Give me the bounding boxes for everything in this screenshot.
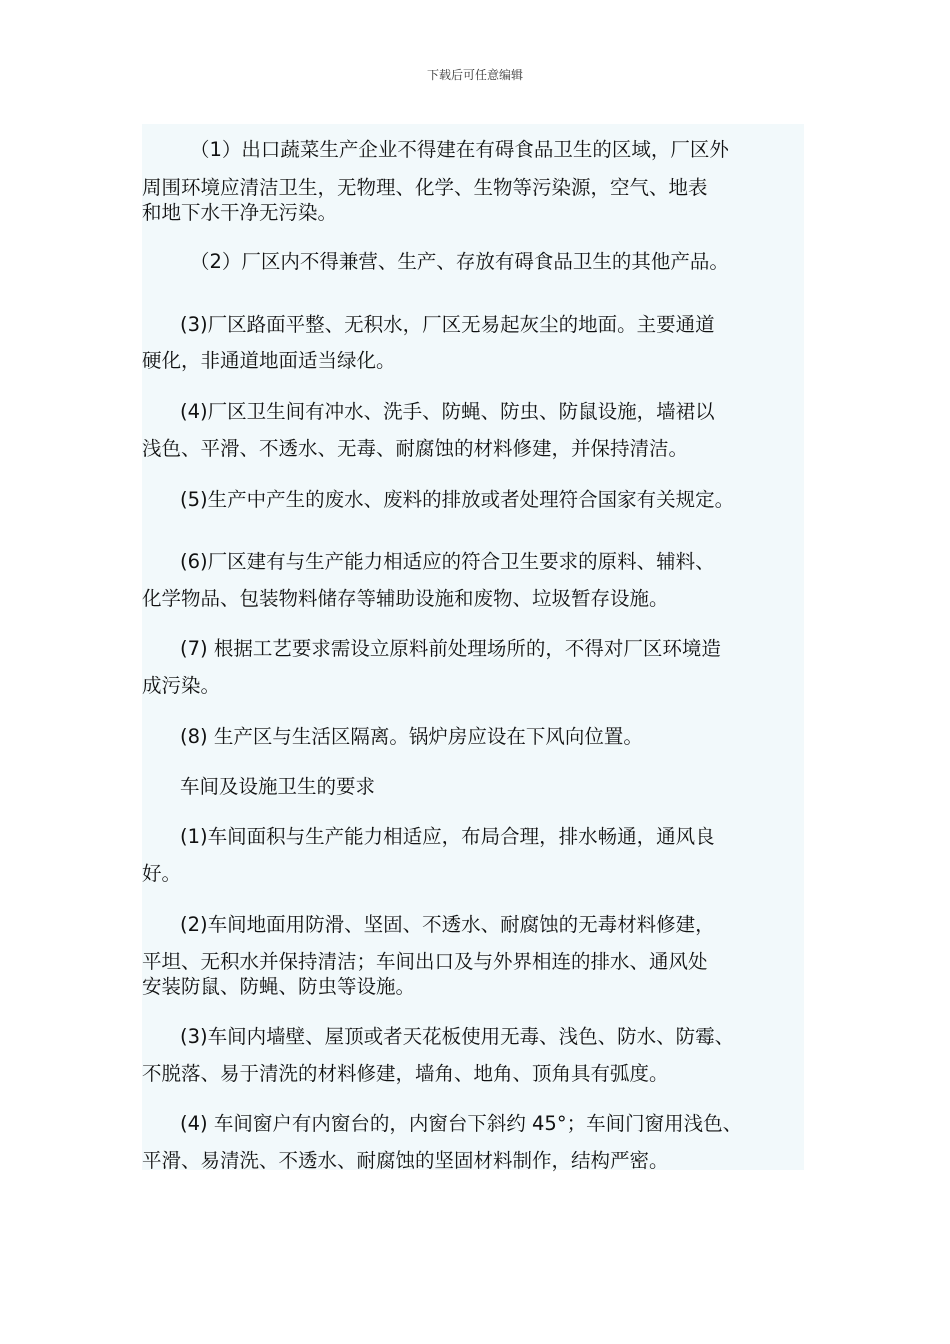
para-10-line-2: 平坦、无积水并保持清洁；车间出口及与外界相连的排水、通风处 xyxy=(142,950,708,973)
para-7-line-1: (7) 根据工艺要求需设立原料前处理场所的，不得对厂区环境造 xyxy=(180,637,721,660)
para-12-line-2: 平滑、易清洗、不透水、耐腐蚀的坚固材料制作，结构严密。 xyxy=(142,1149,669,1172)
page-header: 下载后可任意编辑 xyxy=(426,68,523,82)
para-2-line-1: （2）厂区内不得兼营、生产、存放有碍食品卫生的其他产品。 xyxy=(190,250,729,273)
para-6-line-2: 化学物品、包装物料储存等辅助设施和废物、垃圾暂存设施。 xyxy=(142,587,669,610)
para-7-line-2: 成污染。 xyxy=(142,674,221,697)
para-1-line-1: （1）出口蔬菜生产企业不得建在有碍食品卫生的区域，厂区外 xyxy=(190,138,729,161)
para-5-line-1: (5)生产中产生的废水、废料的排放或者处理符合国家有关规定。 xyxy=(180,488,735,511)
para-11-line-1: (3)车间内墙壁、屋顶或者天花板使用无毒、浅色、防水、防霉、 xyxy=(180,1025,735,1048)
para-6-line-1: (6)厂区建有与生产能力相适应的符合卫生要求的原料、辅料、 xyxy=(180,550,715,573)
para-10-line-1: (2)车间地面用防滑、坚固、不透水、耐腐蚀的无毒材料修建， xyxy=(180,913,715,936)
document-body xyxy=(142,124,804,1170)
para-3-line-2: 硬化，非通道地面适当绿化。 xyxy=(142,349,396,372)
para-12-line-1: (4) 车间窗户有内窗台的，内窗台下斜约 45°；车间门窗用浅色、 xyxy=(180,1112,743,1135)
para-10-line-3: 安装防鼠、防蝇、防虫等设施。 xyxy=(142,975,416,998)
para-3-line-1: (3)厂区路面平整、无积水，厂区无易起灰尘的地面。主要通道 xyxy=(180,313,715,336)
para-9-line-1: (1)车间面积与生产能力相适应，布局合理，排水畅通，通风良 xyxy=(180,825,715,848)
para-1-line-3: 和地下水干净无污染。 xyxy=(142,201,338,224)
para-9-line-2: 好。 xyxy=(142,862,182,885)
para-4-line-2: 浅色、平滑、不透水、无毒、耐腐蚀的材料修建，并保持清洁。 xyxy=(142,437,689,460)
para-11-line-2: 不脱落、易于清洗的材料修建，墙角、地角、顶角具有弧度。 xyxy=(142,1062,669,1085)
section-heading: 车间及设施卫生的要求 xyxy=(180,775,376,798)
para-8-line-1: (8) 生产区与生活区隔离。锅炉房应设在下风向位置。 xyxy=(180,725,643,748)
para-4-line-1: (4)厂区卫生间有冲水、洗手、防蝇、防虫、防鼠设施，墙裙以 xyxy=(180,400,715,423)
para-1-line-2: 周围环境应清洁卫生，无物理、化学、生物等污染源，空气、地表 xyxy=(142,176,708,199)
